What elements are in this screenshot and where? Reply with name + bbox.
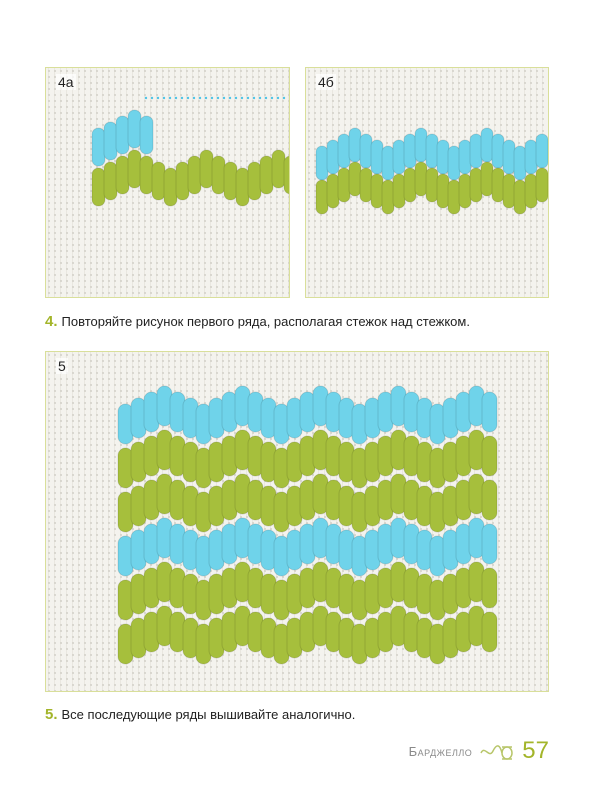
blue-stitch: [525, 140, 537, 174]
guide-dot: [271, 97, 273, 99]
figure-label-4a: 4а: [58, 74, 74, 90]
guide-dot: [259, 97, 261, 99]
guide-dot: [205, 97, 207, 99]
green-stitch: [482, 480, 497, 520]
guide-dot: [253, 97, 255, 99]
guide-dot: [283, 97, 285, 99]
guide-dot: [199, 97, 201, 99]
guide-dot: [211, 97, 213, 99]
green-stitch: [176, 162, 189, 200]
green-stitch: [482, 436, 497, 476]
step-number: 4.: [45, 313, 58, 330]
green-stitch: [470, 168, 482, 202]
green-stitch: [327, 174, 339, 208]
photo-step-4a: [45, 67, 290, 298]
green-stitch: [260, 156, 273, 194]
guide-dot: [277, 97, 279, 99]
green-stitch: [482, 612, 497, 652]
green-stitch: [212, 156, 225, 194]
green-stitch: [116, 156, 129, 194]
blue-stitch: [492, 134, 504, 168]
guide-dot: [217, 97, 219, 99]
green-stitch: [152, 162, 165, 200]
guide-dot: [187, 97, 189, 99]
blue-stitch: [393, 140, 405, 174]
green-stitch: [393, 174, 405, 208]
green-stitch: [164, 168, 177, 206]
blue-stitch: [481, 128, 493, 162]
blue-stitch: [470, 134, 482, 168]
guide-dot: [163, 97, 165, 99]
thread-spool-icon: [480, 741, 514, 761]
step-number: 5.: [45, 706, 58, 723]
blue-stitch: [327, 140, 339, 174]
green-stitch: [415, 162, 427, 196]
green-stitch: [492, 168, 504, 202]
guide-dot: [181, 97, 183, 99]
instruction-step-4: [45, 313, 470, 330]
green-stitch: [482, 568, 497, 608]
blue-stitch: [426, 134, 438, 168]
instruction-step-5: [45, 706, 355, 723]
green-stitch: [224, 162, 237, 200]
blue-stitch: [338, 134, 350, 168]
blue-stitch: [140, 116, 153, 154]
blue-stitch: [128, 110, 141, 148]
green-stitch: [236, 168, 249, 206]
page-number: 57: [522, 737, 549, 764]
green-stitch: [316, 180, 328, 214]
step-text: Все последующие ряды вышивайте аналогично.: [61, 707, 356, 722]
green-stitch: [536, 168, 548, 202]
guide-dot: [157, 97, 159, 99]
green-stitch: [272, 150, 285, 188]
green-stitch: [284, 156, 290, 194]
green-stitch: [437, 174, 449, 208]
green-stitch: [128, 150, 141, 188]
green-stitch: [140, 156, 153, 194]
guide-dot: [145, 97, 147, 99]
guide-dot: [175, 97, 177, 99]
green-stitch: [426, 168, 438, 202]
guide-dot: [223, 97, 225, 99]
guide-dot: [247, 97, 249, 99]
guide-dot: [169, 97, 171, 99]
step-text: Повторяйте рисунок первого ряда, располагая стежок над стежком.: [61, 314, 470, 329]
photo-step-4b: [305, 67, 549, 298]
blue-stitch: [116, 116, 129, 154]
blue-stitch: [104, 122, 117, 160]
blue-stitch: [448, 146, 460, 180]
green-stitch: [188, 156, 201, 194]
green-stitch: [514, 180, 526, 214]
section-title: Барджелло: [408, 743, 473, 759]
blue-stitch: [437, 140, 449, 174]
blue-stitch: [514, 146, 526, 180]
blue-stitch: [360, 134, 372, 168]
green-stitch: [371, 174, 383, 208]
guide-dot: [229, 97, 231, 99]
green-stitch: [459, 174, 471, 208]
blue-stitch: [404, 134, 416, 168]
page-footer: [409, 736, 549, 766]
blue-stitch: [482, 524, 497, 564]
guide-dot: [241, 97, 243, 99]
green-stitch: [338, 168, 350, 202]
blue-stitch: [349, 128, 361, 162]
guide-dot: [193, 97, 195, 99]
green-stitch: [503, 174, 515, 208]
green-stitch: [200, 150, 213, 188]
green-stitch: [525, 174, 537, 208]
green-stitch: [349, 162, 361, 196]
blue-stitch: [316, 146, 328, 180]
embroidery-illustration-5: [46, 352, 549, 692]
guide-dot: [265, 97, 267, 99]
guide-dot: [151, 97, 153, 99]
blue-stitch: [382, 146, 394, 180]
blue-stitch: [459, 140, 471, 174]
photo-step-5: [45, 351, 549, 692]
blue-stitch: [536, 134, 548, 168]
green-stitch: [448, 180, 460, 214]
green-stitch: [404, 168, 416, 202]
blue-stitch: [503, 140, 515, 174]
green-stitch: [382, 180, 394, 214]
embroidery-illustration-4a: [46, 68, 290, 298]
figure-label-4b: 4б: [318, 74, 334, 90]
blue-stitch: [92, 128, 105, 166]
figure-label-5: 5: [58, 358, 66, 374]
green-stitch: [481, 162, 493, 196]
embroidery-illustration-4b: [306, 68, 549, 298]
green-stitch: [92, 168, 105, 206]
green-stitch: [248, 162, 261, 200]
green-stitch: [360, 168, 372, 202]
blue-stitch: [482, 392, 497, 432]
guide-dot: [235, 97, 237, 99]
blue-stitch: [415, 128, 427, 162]
green-stitch: [104, 162, 117, 200]
blue-stitch: [371, 140, 383, 174]
